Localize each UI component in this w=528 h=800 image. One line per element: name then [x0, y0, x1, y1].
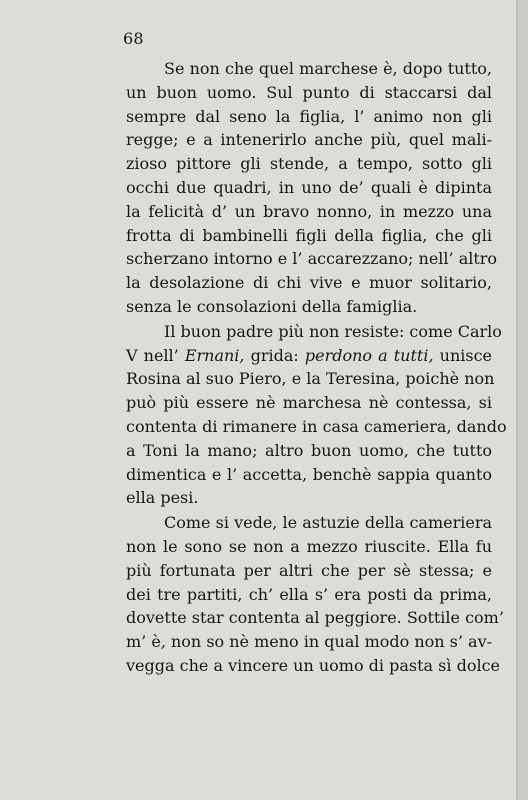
text-line: senza le consolazioni della famiglia. [126, 296, 418, 316]
text-line: frotta di bambinelli figli della figlia, che gli [126, 225, 492, 245]
text-line: la felicità d’ un bravo nonno, in mezzo una [126, 201, 492, 221]
text-line: contenta di rimanere in casa cameriera, dando [126, 416, 507, 436]
quoted-phrase: perdono a tutti, [304, 345, 434, 365]
text-line: Il buon padre più non resiste: come Carlo [164, 321, 502, 341]
text-line: vegga che a vincere un uomo di pasta sì dolce [126, 655, 501, 675]
text-line: zioso pittore gli stende, a tempo, sotto gli [126, 154, 492, 174]
text-run: unisce [433, 345, 493, 365]
opera-title: Ernani, [184, 345, 245, 365]
text-line: m’ è, non so nè meno in qual modo non s’ av- [126, 632, 493, 652]
body-text [126, 57, 507, 678]
text-line: regge; e a intenerirlo anche più, quel mali- [126, 130, 492, 150]
text-line: può più essere nè marchesa nè contessa, si [126, 393, 492, 413]
text-line: scherzano intorno e l’ accarezzano; nell’ altro [126, 249, 498, 269]
text-line: dimentica e l’ accetta, benchè sappia quanto [126, 464, 492, 484]
text-line: sempre dal seno la figlia, l’ animo non gli [126, 106, 492, 126]
text-line: Rosina al suo Piero, e la Teresina, poichè non [126, 369, 495, 389]
text-line: a Toni la mano; altro buon uomo, che tutto [126, 440, 492, 460]
text-line: più fortunata per altri che per sè stessa; e [126, 560, 492, 580]
text-line: dei tre partiti, ch’ ella s’ era posti da prima, [126, 584, 492, 604]
text-line: occhi due quadri, in uno de’ quali è dipinta [126, 177, 492, 197]
text-line: non le sono se non a mezzo riuscite. Ella fu [126, 536, 492, 556]
page-number: 68 [123, 29, 144, 48]
text-line: la desolazione di chi vive e muor solitario, [126, 273, 492, 293]
text-run: V nell’ [126, 345, 185, 365]
text-run: grida: [244, 345, 305, 365]
text-line: ella pesi. [126, 488, 199, 508]
text-line-with-italics [126, 344, 492, 368]
page-edge [517, 0, 528, 800]
text-line: dovette star contenta al peggiore. Sottile com’ [126, 608, 504, 628]
text-line: Se non che quel marchese è, dopo tutto, [164, 59, 492, 78]
text-line: un buon uomo. Sul punto di staccarsi dal [126, 82, 492, 102]
text-line: Come si vede, le astuzie della cameriera [164, 513, 492, 533]
